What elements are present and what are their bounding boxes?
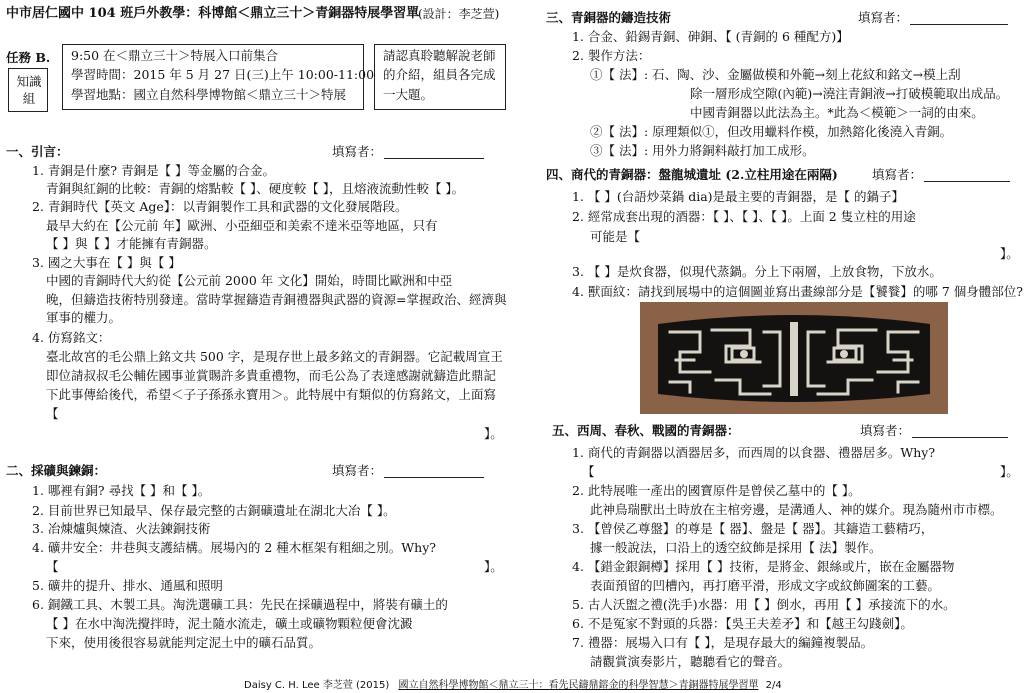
s1-line-1: 1. 青銅是什麼? 青銅是【 】等金屬的合金。 xyxy=(32,163,276,178)
s2-line-9: 【 】在水中淘洗攪拌時，泥土隨水流走，礦土或礦物顆粒便會沈澱 xyxy=(46,616,413,631)
section-4-filler-label: 填寫者： xyxy=(872,167,923,182)
s4-line-3: 可能是【 xyxy=(590,229,641,244)
s3-line-5: 中國青銅器以此法為主。*此為＜模範＞一詞的由來。 xyxy=(690,105,984,120)
s1-line-12: 即位請叔叔毛公輔佐國事並賞賜許多貴重禮物，而毛公為了表達感謝就鑄造此鼎記 xyxy=(46,368,497,383)
task-label: 任務 B. xyxy=(6,50,51,65)
s4-line-4: 】。 xyxy=(1000,246,1019,261)
s4-line-5: 3. 【 】是炊食器，似現代蒸鍋。分上下兩層，上放食物，下放水。 xyxy=(572,264,942,279)
section-3-title: 三、青銅器的鑄造技術 xyxy=(546,10,672,25)
s3-line-4: 除一層形成空隙(內範)→澆注青銅液→打破模範取出成品。 xyxy=(690,86,1009,101)
schedule-box xyxy=(62,44,375,110)
s2-line-1: 1. 哪裡有銅? 尋找【 】和【 】。 xyxy=(32,483,211,498)
s5-line-1: 1. 商代的青銅器以酒器居多，而西周的以食器、禮器居多。Why? xyxy=(572,445,936,460)
s5-line-4: 2. 此特展唯一產出的國寶原件是曾侯乙墓中的【 】。 xyxy=(572,483,861,498)
s3-line-3: ①【 法】: 石、陶、沙、金屬做模和外範→刻上花紋和銘文→模上刮 xyxy=(590,67,961,82)
section-4-title: 四、商代的青銅器：盤龍城遺址 (2.立柱用途在兩隔) xyxy=(546,167,838,182)
footer xyxy=(244,676,782,691)
document-title: 中市居仁國中 104 班戶外教學：科博館＜鼎立三十＞青銅器特展學習單 xyxy=(6,6,420,21)
designer-credit: (設計：李芝萱) xyxy=(418,7,500,21)
section-5-filler-blank[interactable] xyxy=(912,437,1008,438)
s5-line-3: 】。 xyxy=(1000,464,1019,479)
s1-line-9: 軍事的權力。 xyxy=(46,310,122,325)
s5-line-12: 7. 禮器：展場入口有【 】，是現存最大的編鐘複製品。 xyxy=(572,635,874,650)
footer-author: Daisy C. H. Lee 李芝萱 (2015) xyxy=(244,680,390,691)
s5-line-10: 5. 古人沃盥之禮(洗手)水器：用【 】倒水，再用【 】承接流下的水。 xyxy=(572,597,956,612)
footer-page-number: 2/4 xyxy=(765,680,782,691)
s1-line-7: 中國的青銅時代大約從【公元前 2000 年 文化】開始，時間比歐洲和中亞 xyxy=(46,273,453,288)
s1-line-5: 【 】與【 】才能擁有青銅器。 xyxy=(46,236,217,251)
s2-line-10: 下來，使用後很容易就能判定泥土中的礦石品質。 xyxy=(46,635,322,650)
s1-line-15: 】。 xyxy=(484,426,503,441)
section-3-filler-blank[interactable] xyxy=(910,24,1008,25)
s1-line-11: 臺北故宮的毛公鼎上銘文共 500 字，是現存世上最多銘文的青銅器。它記載周宣王 xyxy=(46,349,503,364)
s5-line-11: 6. 不是冤家不對頭的兵器：【吳王夫差矛】和【越王勾踐劍】。 xyxy=(572,616,913,631)
s5-line-5: 此神鳥瑞獸出土時放在主棺旁邊，是溝通人、神的媒介。現為隨州市市標。 xyxy=(590,502,1003,517)
s2-line-2: 2. 目前世界已知最早、保存最完整的古銅礦遺址在湖北大冶【 】。 xyxy=(32,503,396,518)
s1-line-8: 晚，但鑄造技術特別發達。當時掌握鑄造青銅禮器與武器的資源=掌握政治、經濟與 xyxy=(46,292,507,307)
section-2-title: 二、採礦與鍊銅： xyxy=(6,463,107,478)
schedule-line-1: 9:50 在＜鼎立三十＞特展入口前集合 xyxy=(71,48,279,63)
s1-line-14: 【 xyxy=(46,406,59,421)
section-1-filler-blank[interactable] xyxy=(384,158,484,159)
s4-line-1: 1. 【 】(台語炒菜鍋 dia)是最主要的青銅器，是【 的鍋子】 xyxy=(572,189,905,204)
s2-line-3: 3. 冶煉爐與煉渣、火法鍊銅技術 xyxy=(32,521,211,536)
s1-line-13: 下此事傳給後代，希望＜子子孫孫永寶用＞。此特展中有類似的仿寫銘文，上面寫 xyxy=(46,387,497,402)
group-label: 知識組 xyxy=(16,74,42,106)
note-line-1: 請認真聆聽解說老師 xyxy=(383,48,496,63)
s3-line-1: 1. 合金、鉛錫青銅、砷銅、【 (青銅的 6 種配方)】 xyxy=(572,29,849,44)
section-1-filler-label: 填寫者： xyxy=(332,144,383,159)
s2-line-7: 5. 礦井的提升、排水、通風和照明 xyxy=(32,578,223,593)
section-5-filler-label: 填寫者： xyxy=(860,423,911,438)
s4-line-6: 4. 獸面紋：請找到展場中的這個圖並寫出畫線部分是【饕餮】的哪 7 個身體部位? xyxy=(572,284,1024,299)
section-2-filler-blank[interactable] xyxy=(384,477,484,478)
s1-line-10: 4. 仿寫銘文： xyxy=(32,330,111,345)
s5-line-6: 3. 【曾侯乙尊盤】的尊是【 器】、盤是【 器】。其鑄造工藝精巧， xyxy=(572,521,934,536)
schedule-line-2: 學習時間：2015 年 5 月 27 日(三)上午 10:00-11:00 xyxy=(71,67,375,82)
s2-line-5: 【 xyxy=(46,559,59,574)
s5-line-8: 4. 【錯金銀銅樽】採用【 】技術，是將金、銀絲或片，嵌在金屬器物 xyxy=(572,559,955,574)
s1-line-3: 2. 青銅時代【英文 Age】：以青銅製作工具和武器的文化發展階段。 xyxy=(32,199,408,214)
s5-line-7: 據一般說法，口沿上的透空紋飾是採用【 法】製作。 xyxy=(590,540,882,555)
s5-line-2: 【 xyxy=(582,464,595,479)
s5-line-13: 請觀賞演奏影片，聽聽看它的聲音。 xyxy=(590,654,791,669)
s2-line-6: 】。 xyxy=(484,559,503,574)
section-5-title: 五、西周、春秋、戰國的青銅器： xyxy=(552,423,740,438)
note-line-2: 的介紹，組員各完成 xyxy=(383,67,496,82)
s3-line-7: ③【 法】: 用外力將銅料敲打加工成形。 xyxy=(590,143,815,158)
s4-line-2: 2. 經常成套出現的酒器：【 】、【 】、【 】。上面 2 隻立柱的用途 xyxy=(572,209,916,224)
section-4-filler-blank[interactable] xyxy=(924,181,1010,182)
s1-line-6: 3. 國之大事在【 】與【 】 xyxy=(32,255,181,270)
s2-line-4: 4. 礦井安全：井巷與支護結構。展場內的 2 種木框架有粗細之別。Why? xyxy=(32,540,436,555)
note-line-3: 一大題。 xyxy=(383,87,434,102)
s3-line-2: 2. 製作方法： xyxy=(572,48,651,63)
s1-line-2: 青銅與紅銅的比較：青銅的熔點較【 】、硬度較【 】，且熔液流動性較【 】。 xyxy=(46,181,465,196)
taotie-pattern-image xyxy=(640,302,948,414)
section-1-title: 一、引言： xyxy=(6,144,69,159)
s5-line-9: 表面預留的凹槽內，再打磨平滑，形成文字或紋飾圖案的工藝。 xyxy=(590,578,941,593)
section-3-filler-label: 填寫者： xyxy=(858,10,909,25)
s2-line-8: 6. 銅鐵工具、木製工具。淘洗選礦工具：先民在採礦過程中，將裝有礦土的 xyxy=(32,597,448,612)
footer-link[interactable]: 國立自然科學博物館＜鼎立三十：看先民鑄鼎鎔金的科學智慧＞青銅器特展學習單 xyxy=(398,680,759,691)
s1-line-4: 最早大約在【公元前 年】歐洲、小亞細亞和美索不達米亞等地區，只有 xyxy=(46,218,438,233)
group-box xyxy=(8,68,48,112)
s3-line-6: ②【 法】: 原理類似①，但改用蠟料作模，加熱鎔化後澆入青銅。 xyxy=(590,124,953,139)
note-box xyxy=(374,44,506,110)
section-2-filler-label: 填寫者： xyxy=(332,463,383,478)
schedule-line-3: 學習地點：國立自然科學博物館＜鼎立三十＞特展 xyxy=(71,87,347,102)
